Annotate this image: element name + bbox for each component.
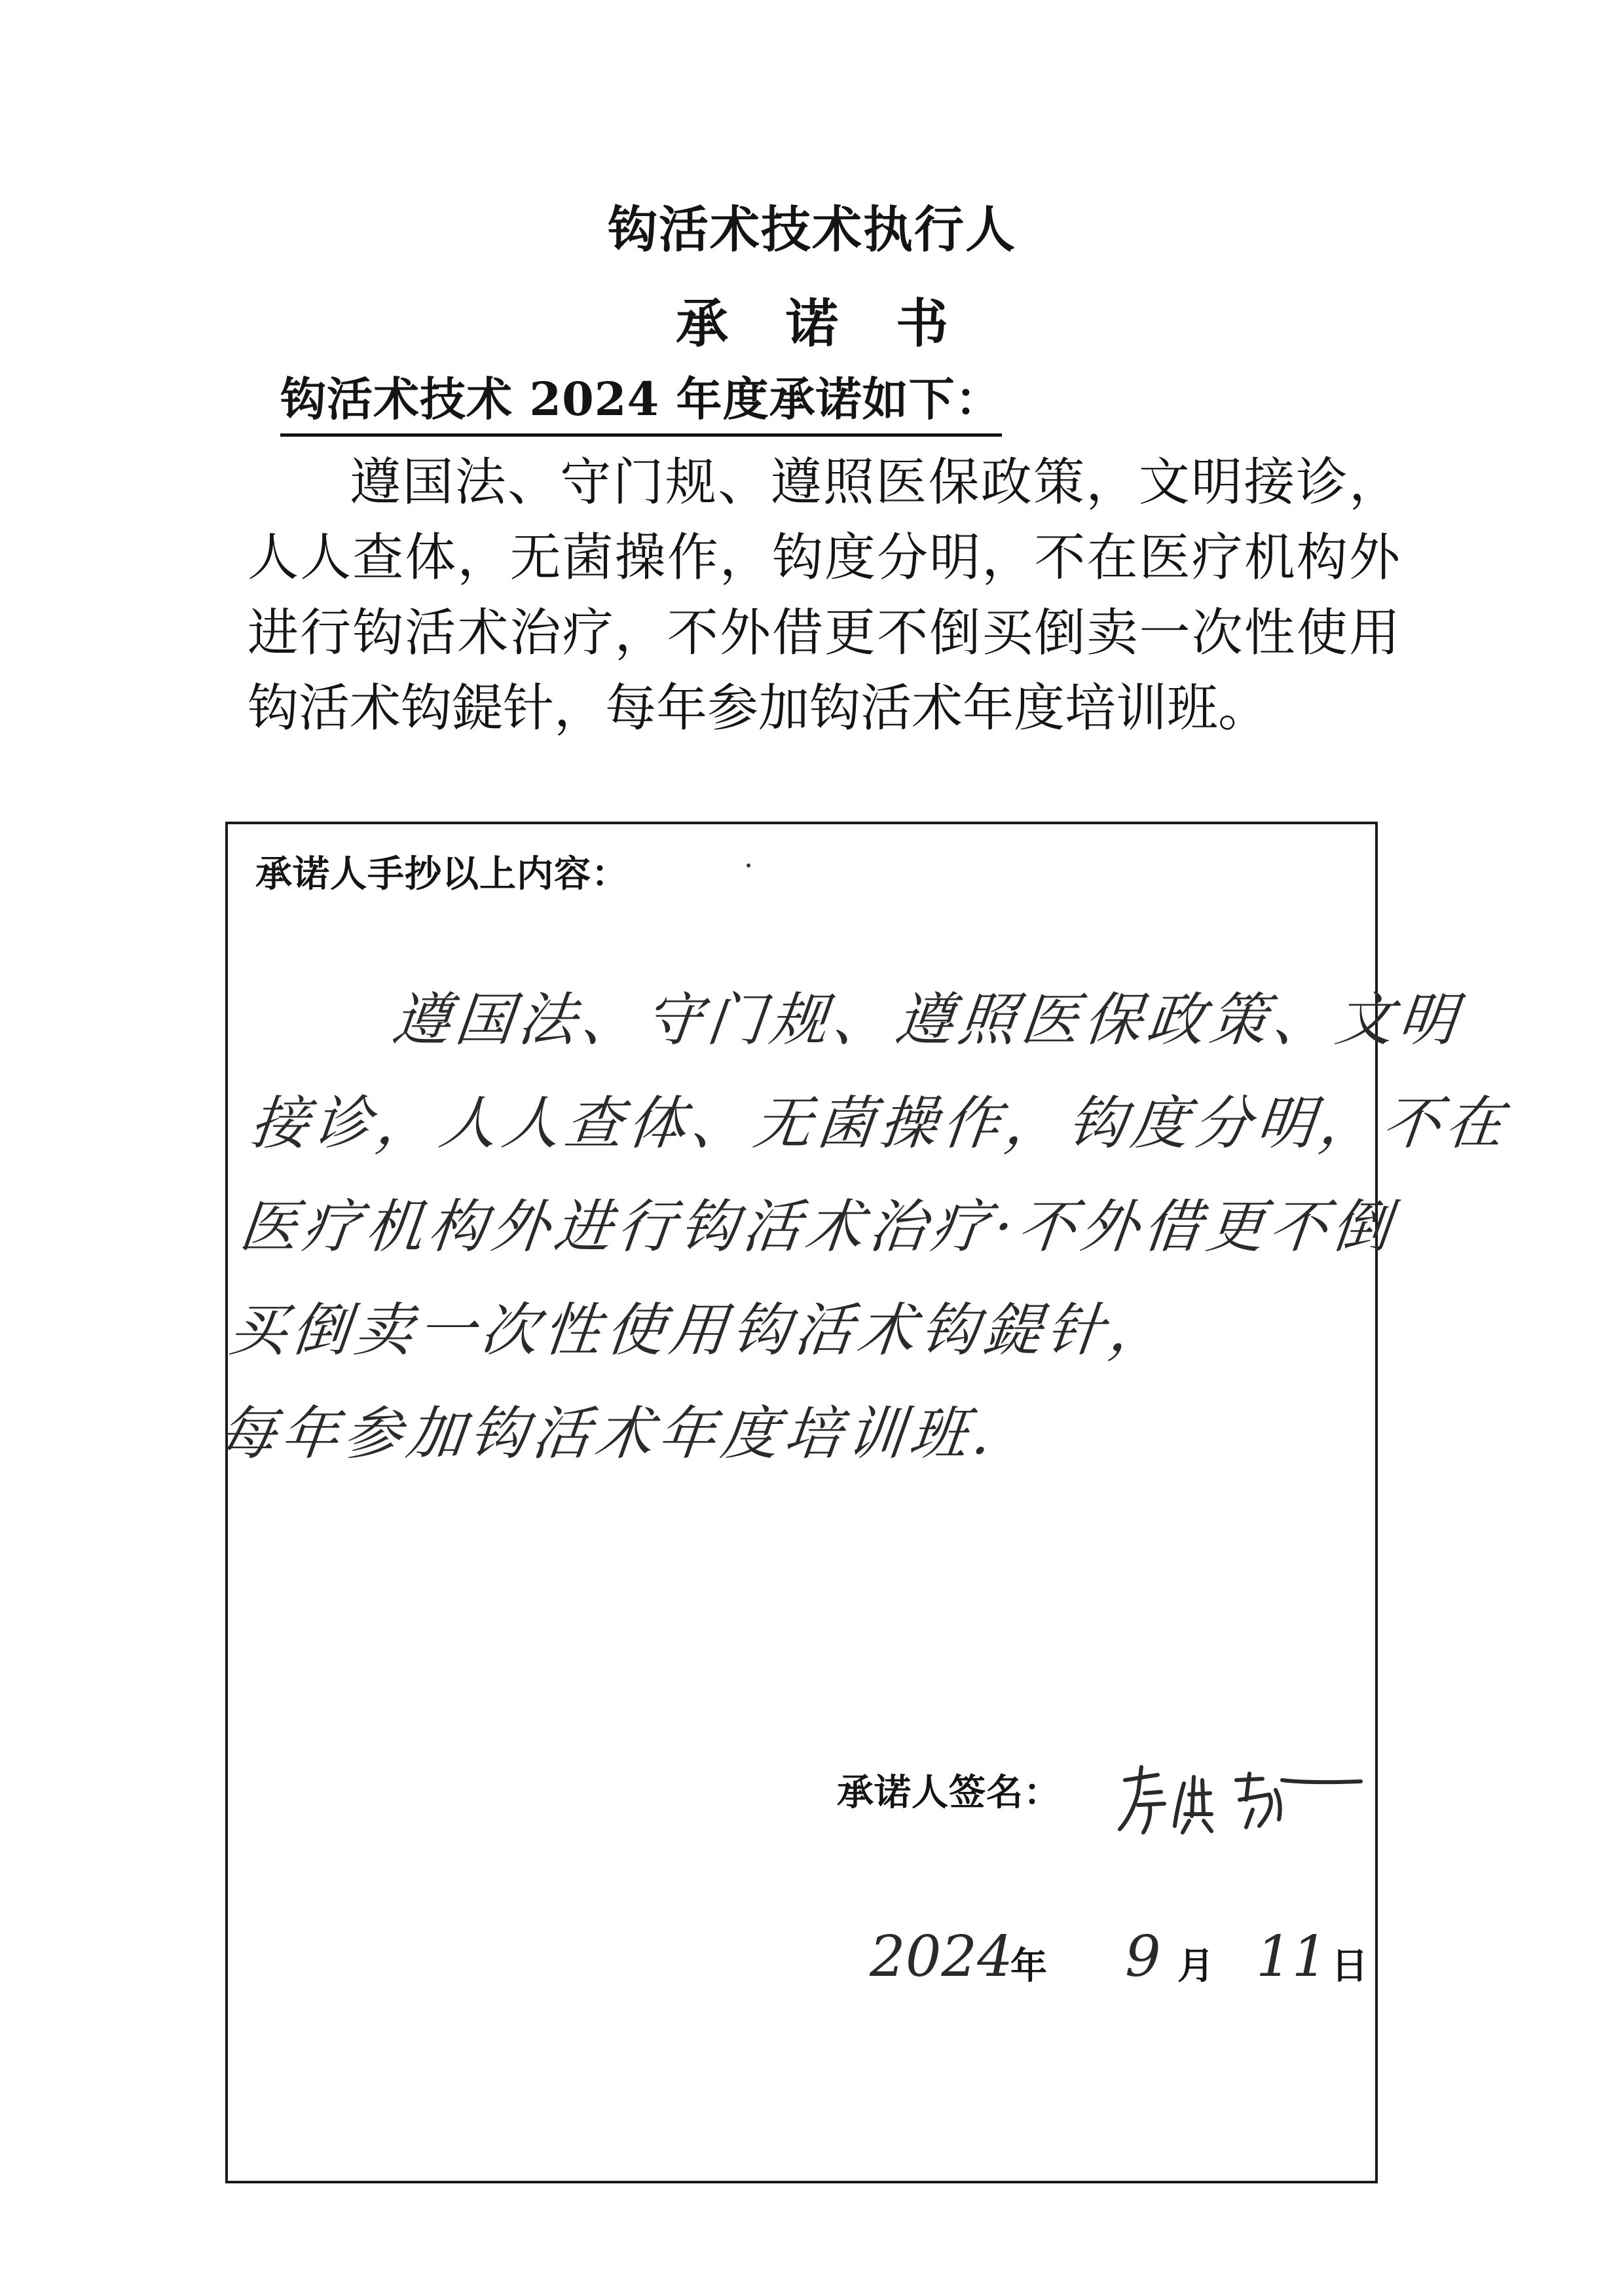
date-month-unit: 月	[1177, 1945, 1214, 1988]
date-month: 9	[1125, 1924, 1161, 1990]
handwritten-line: 医疗机构外进行钩活术治疗·不外借更不倒	[236, 1193, 1399, 1260]
signature-label: 承诺人签名：	[837, 1772, 1061, 1814]
signature-date	[870, 1911, 1367, 2003]
date-year-unit: 年	[1010, 1945, 1047, 1988]
handwritten-signature-icon	[1112, 1754, 1374, 1839]
handwritten-copy	[213, 968, 1512, 1485]
document-title: 钩活术技术执行人	[608, 200, 1016, 259]
date-year: 2024	[870, 1924, 1013, 1990]
handwritten-pledge-box	[214, 822, 1512, 2183]
handwritten-line: 每年参加钩活术年度培训班.	[214, 1400, 1000, 1467]
pledge-paragraph: 遵国法、守门规、遵照医保政策，文明接诊，人人查体，无菌操作，钩度分明，不在医疗机构外进行钩活术治疗，不外借更不倒买倒卖一次性使用钩活术钩鍉针，每年参加钩活术年度培训班。	[248, 453, 1400, 738]
copy-instruction-label: 承诺人手抄以上内容：	[255, 853, 629, 896]
date-day: 11	[1256, 1924, 1328, 1990]
handwritten-line: 遵国法、守门规、遵照医保政策、文明	[389, 986, 1466, 1053]
intro-heading: 钩活术技术 2024 年度承诺如下：	[280, 367, 1002, 437]
handwritten-line: 买倒卖一次性使用钩活术钩鍉针，	[225, 1296, 1176, 1364]
handwritten-line: 接诊，人人查体、无菌操作，钩度分明，不在	[247, 1089, 1512, 1157]
date-day-unit: 日	[1331, 1945, 1368, 1988]
document-subtitle: 承诺书	[676, 293, 1006, 354]
ink-speck	[747, 864, 750, 867]
